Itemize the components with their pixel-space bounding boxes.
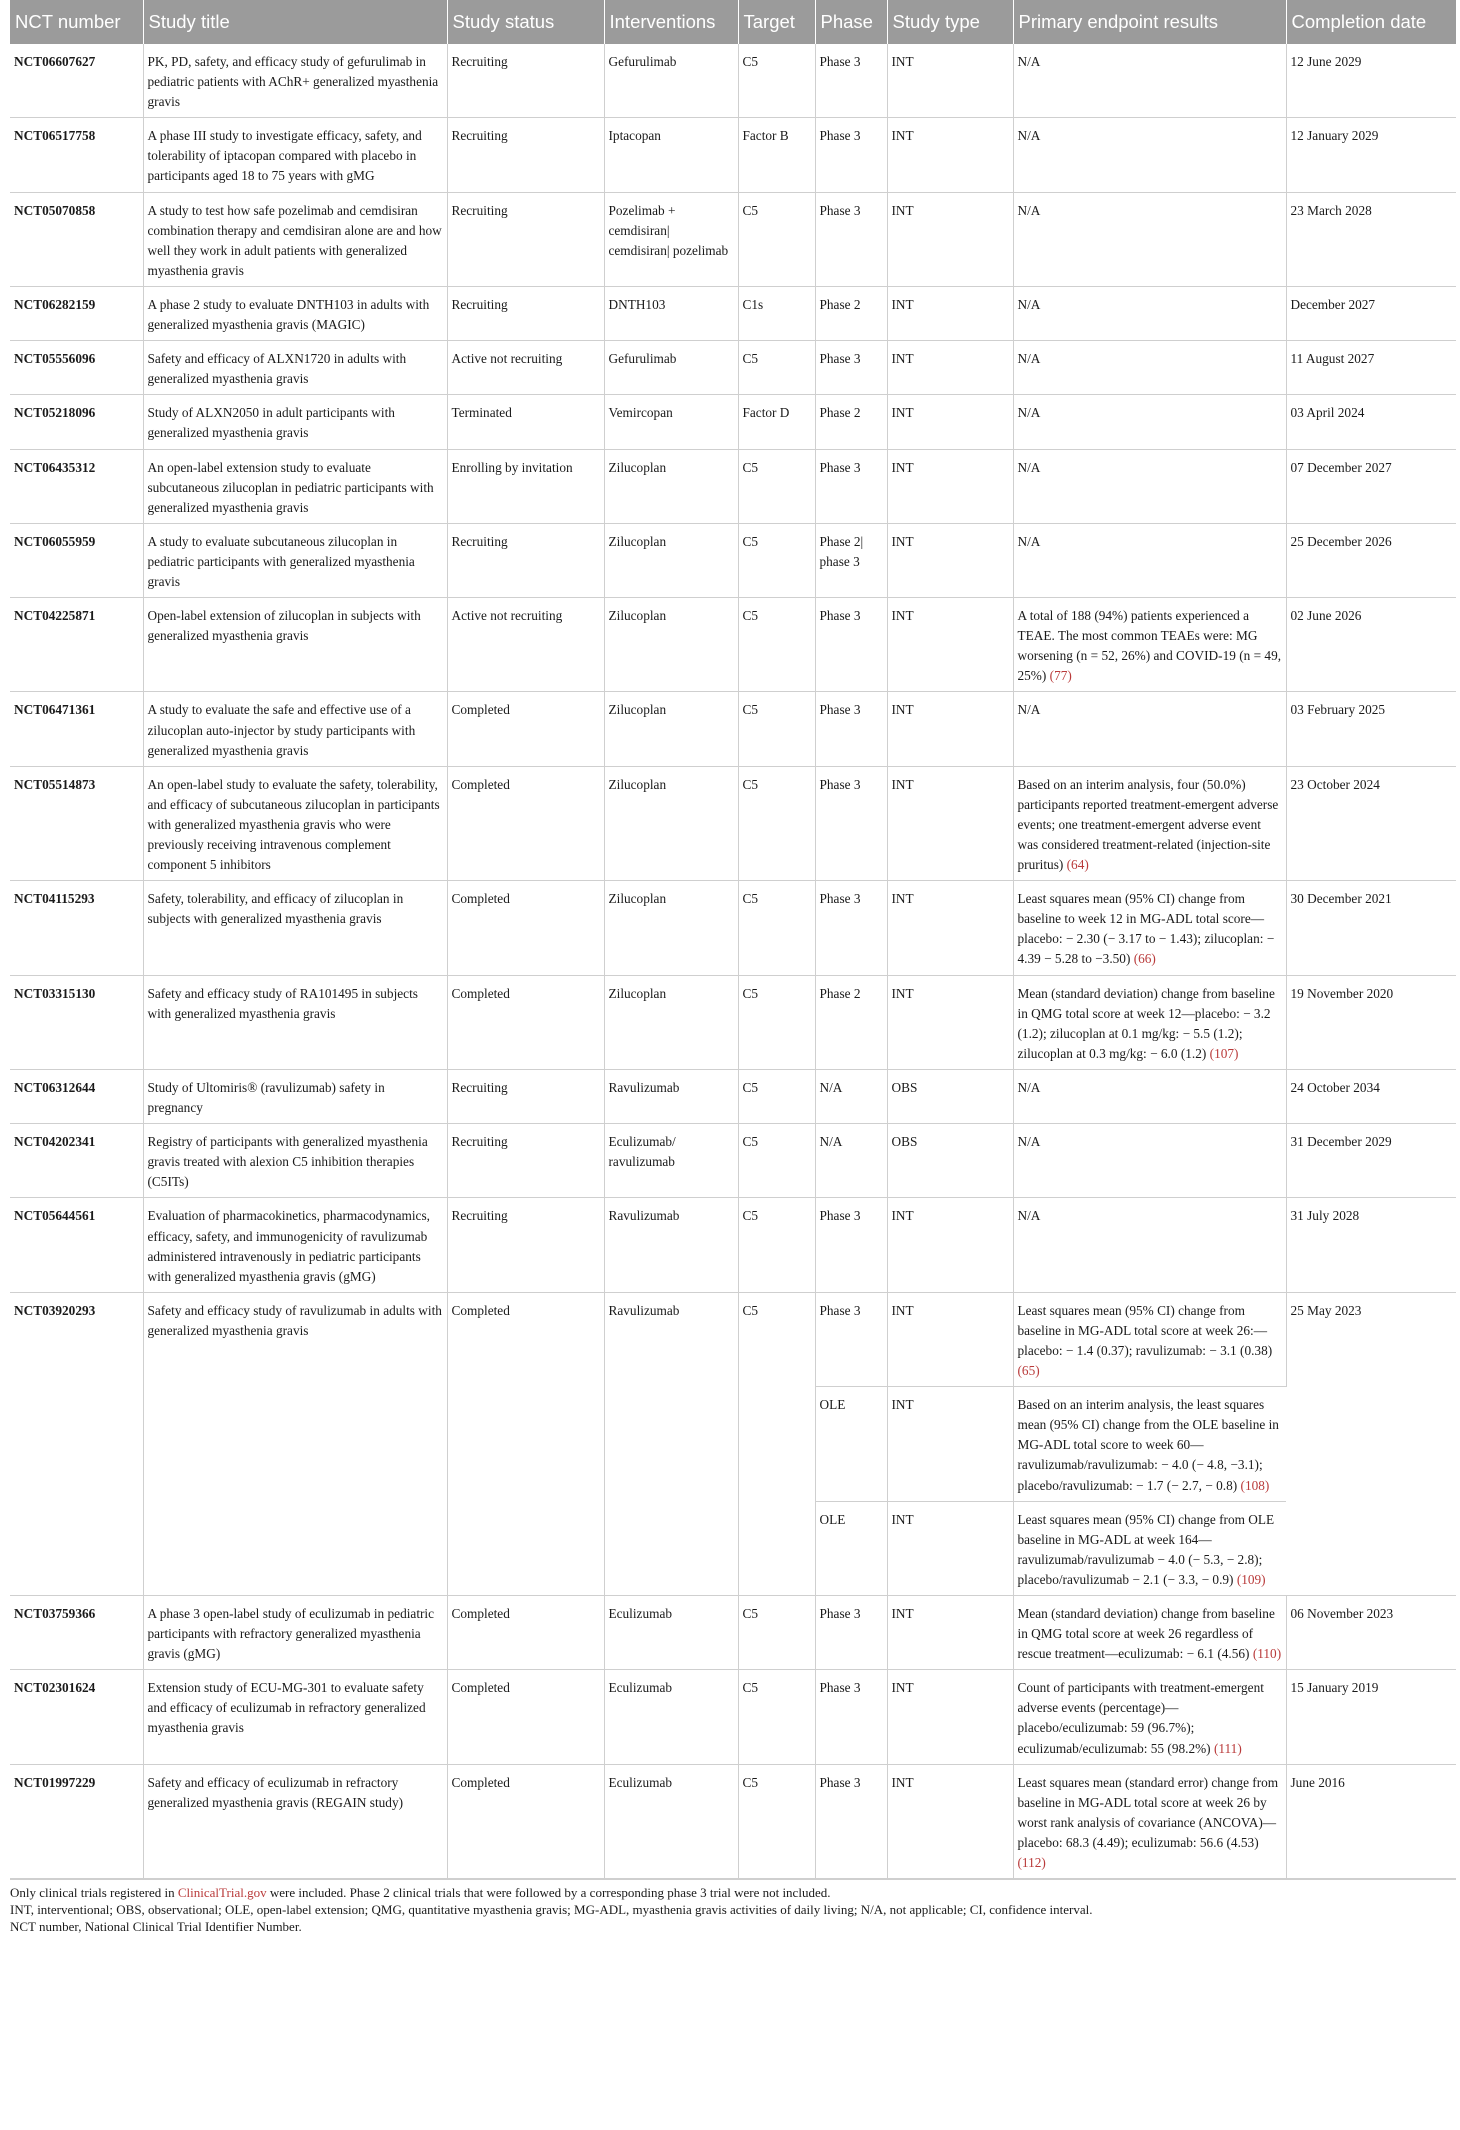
cell-phase: Phase 2 <box>815 975 887 1069</box>
table-row <box>10 395 1456 449</box>
table-row <box>10 881 1456 975</box>
endpoint-text: A total of 188 (94%) patients experienced a TEAE. The most common TEAEs were: MG worsening (n = 52, 26%) and COVID-19 (n = 49, 25%) <box>1017 608 1282 684</box>
cell-nct-number: NCT06282159 <box>10 286 143 340</box>
cell-study-status: Recruiting <box>447 523 604 597</box>
cell-target: C5 <box>738 692 815 766</box>
cell-study-title: Open-label extension of zilucoplan in subjects with generalized myasthenia gravis <box>143 598 447 692</box>
cell-primary-endpoint <box>1013 766 1286 880</box>
table-row <box>10 44 1456 118</box>
cell-interventions: Ravulizumab <box>604 1292 738 1595</box>
cell-primary-endpoint <box>1013 341 1286 395</box>
reference-link[interactable]: (66) <box>1133 951 1156 967</box>
cell-primary-endpoint <box>1013 118 1286 192</box>
reference-link[interactable]: (112) <box>1017 1855 1046 1871</box>
cell-phase: Phase 3 <box>815 1198 887 1292</box>
cell-study-status: Recruiting <box>447 1069 604 1123</box>
cell-study-title: A study to test how safe pozelimab and cemdisiran combination therapy and cemdisiran alone are and how well they work in adult patients with generalized myasthenia gravis <box>143 192 447 286</box>
cell-target: C5 <box>738 1764 815 1879</box>
footnote-nct: NCT number, National Clinical Trial Identifier Number. <box>10 1919 302 1935</box>
endpoint-text: N/A <box>1017 459 1041 475</box>
table-row <box>10 286 1456 340</box>
cell-nct-number: NCT05070858 <box>10 192 143 286</box>
endpoint-text: N/A <box>1017 296 1041 312</box>
table-row <box>10 341 1456 395</box>
cell-study-type: INT <box>887 1198 1013 1292</box>
table-row <box>10 449 1456 523</box>
cell-study-status: Completed <box>447 692 604 766</box>
table-row <box>10 1069 1456 1123</box>
cell-study-title: A study to evaluate the safe and effective use of a zilucoplan auto-injector by study participants with generalized myasthenia gravis <box>143 692 447 766</box>
cell-study-status: Active not recruiting <box>447 598 604 692</box>
cell-interventions: Gefurulimab <box>604 341 738 395</box>
cell-study-type: INT <box>887 692 1013 766</box>
cell-study-type: INT <box>887 44 1013 118</box>
cell-primary-endpoint <box>1013 1764 1286 1879</box>
cell-completion-date: 07 December 2027 <box>1286 449 1456 523</box>
header-completion-date: Completion date <box>1286 0 1456 44</box>
reference-link[interactable]: (108) <box>1240 1477 1270 1493</box>
cell-study-status: Completed <box>447 766 604 880</box>
cell-target: C5 <box>738 1596 815 1670</box>
header-target: Target <box>738 0 815 44</box>
table-row <box>10 1198 1456 1292</box>
cell-target: C5 <box>738 192 815 286</box>
table-row <box>10 1124 1456 1198</box>
cell-completion-date: 19 November 2020 <box>1286 975 1456 1069</box>
cell-nct-number: NCT06471361 <box>10 692 143 766</box>
cell-study-title: A phase 2 study to evaluate DNTH103 in adults with generalized myasthenia gravis (MAGIC) <box>143 286 447 340</box>
cell-target: C5 <box>738 1124 815 1198</box>
header-phase: Phase <box>815 0 887 44</box>
endpoint-text: N/A <box>1017 1208 1041 1224</box>
cell-study-type: OBS <box>887 1124 1013 1198</box>
cell-target: C5 <box>738 598 815 692</box>
cell-study-type: INT <box>887 118 1013 192</box>
cell-nct-number: NCT04115293 <box>10 881 143 975</box>
cell-study-status: Recruiting <box>447 192 604 286</box>
table-row <box>10 1596 1456 1670</box>
cell-nct-number: NCT05514873 <box>10 766 143 880</box>
clinical-trials-table <box>10 0 1456 1880</box>
cell-target: C5 <box>738 1670 815 1764</box>
cell-study-status: Recruiting <box>447 118 604 192</box>
cell-phase: N/A <box>815 1069 887 1123</box>
footnote-text: were included. Phase 2 clinical trials that were followed by a corresponding phase 3 trial were not included. <box>266 1885 831 1901</box>
cell-interventions: Gefurulimab <box>604 44 738 118</box>
reference-link[interactable]: (111) <box>1213 1740 1242 1756</box>
cell-interventions: Eculizumab <box>604 1596 738 1670</box>
cell-primary-endpoint <box>1013 1596 1286 1670</box>
endpoint-text: Least squares mean (95% CI) change from OLE baseline in MG-ADL at week 164—ravulizumab/ravulizumab − 4.0 (− 5.3, − 2.8); placebo/ravulizumab − 2.1 (− 3.3, − 0.9) <box>1017 1511 1275 1587</box>
cell-study-type: INT <box>887 1670 1013 1764</box>
cell-interventions: Zilucoplan <box>604 523 738 597</box>
cell-study-title: Safety and efficacy of eculizumab in refractory generalized myasthenia gravis (REGAIN study) <box>143 1764 447 1879</box>
cell-phase: Phase 3 <box>815 766 887 880</box>
cell-target: Factor D <box>738 395 815 449</box>
endpoint-text: N/A <box>1017 1079 1041 1095</box>
cell-target: C5 <box>738 44 815 118</box>
cell-primary-endpoint <box>1013 523 1286 597</box>
endpoint-text: N/A <box>1017 1134 1041 1150</box>
cell-study-title: Safety and efficacy of ALXN1720 in adults with generalized myasthenia gravis <box>143 341 447 395</box>
cell-study-title: An open-label extension study to evaluate subcutaneous zilucoplan in pediatric participants with generalized myasthenia gravis <box>143 449 447 523</box>
endpoint-text: Mean (standard deviation) change from baseline in QMG total score at week 26 regardless of rescue treatment—eculizumab: − 6.1 (4.56) <box>1017 1606 1275 1662</box>
endpoint-text: N/A <box>1017 351 1041 367</box>
cell-nct-number: NCT06055959 <box>10 523 143 597</box>
endpoint-text: N/A <box>1017 405 1041 421</box>
cell-study-title: Extension study of ECU-MG-301 to evaluate safety and efficacy of eculizumab in refractory generalized myasthenia gravis <box>143 1670 447 1764</box>
cell-phase: N/A <box>815 1124 887 1198</box>
cell-interventions: Zilucoplan <box>604 881 738 975</box>
table-header-row <box>10 0 1456 44</box>
cell-primary-endpoint <box>1013 1501 1286 1595</box>
cell-interventions: Eculizumab <box>604 1670 738 1764</box>
cell-primary-endpoint <box>1013 192 1286 286</box>
cell-target: C1s <box>738 286 815 340</box>
cell-nct-number: NCT03315130 <box>10 975 143 1069</box>
cell-nct-number: NCT06517758 <box>10 118 143 192</box>
footnote-registry <box>10 1884 1456 1901</box>
endpoint-text: Least squares mean (standard error) change from baseline in MG-ADL total score at week 26 by worst rank analysis of covariance (ANCOVA)—placebo: 68.3 (4.49); eculizumab: 56.6 (4.53) <box>1017 1774 1279 1850</box>
cell-nct-number: NCT04225871 <box>10 598 143 692</box>
cell-study-status: Recruiting <box>447 44 604 118</box>
cell-phase: Phase 2 <box>815 286 887 340</box>
cell-completion-date: 25 December 2026 <box>1286 523 1456 597</box>
cell-study-type: INT <box>887 598 1013 692</box>
cell-completion-date: 31 December 2029 <box>1286 1124 1456 1198</box>
cell-phase: Phase 3 <box>815 44 887 118</box>
cell-primary-endpoint <box>1013 1387 1286 1501</box>
cell-study-status: Completed <box>447 1764 604 1879</box>
table-row <box>10 1764 1456 1879</box>
footnote-abbreviations: INT, interventional; OBS, observational; OLE, open-label extension; QMG, quantitative myasthenia gravis; MG-ADL, myasthenia gravis activities of daily living; N/A, not applicable; CI, confidence interval. <box>10 1902 1093 1918</box>
cell-study-type: INT <box>887 341 1013 395</box>
header-nct-number: NCT number <box>10 0 143 44</box>
cell-phase: Phase 3 <box>815 1670 887 1764</box>
cell-study-title: Evaluation of pharmacokinetics, pharmacodynamics, efficacy, safety, and immunogenicity of ravulizumab administered intravenously in pediatric participants with generalized myasthenia gravis (gMG) <box>143 1198 447 1292</box>
cell-phase: Phase 3 <box>815 692 887 766</box>
cell-study-status: Recruiting <box>447 1198 604 1292</box>
endpoint-text: Least squares mean (95% CI) change from baseline to week 12 in MG-ADL total score—placebo: − 2.30 (− 3.17 to − 1.43); zilucoplan: − 4.39 − 5.28 to −3.50) <box>1017 891 1275 967</box>
endpoint-text: Least squares mean (95% CI) change from baseline in MG-ADL total score at week 26:—placebo: − 1.4 (0.37); ravulizumab: − 3.1 (0.38) <box>1017 1302 1273 1358</box>
endpoint-text: N/A <box>1017 202 1041 218</box>
cell-primary-endpoint <box>1013 1124 1286 1198</box>
cell-phase: Phase 3 <box>815 598 887 692</box>
cell-completion-date: 12 June 2029 <box>1286 44 1456 118</box>
endpoint-text: N/A <box>1017 533 1041 549</box>
cell-study-status: Completed <box>447 881 604 975</box>
cell-interventions: Iptacopan <box>604 118 738 192</box>
cell-primary-endpoint <box>1013 1292 1286 1386</box>
cell-study-status: Completed <box>447 1670 604 1764</box>
cell-completion-date: December 2027 <box>1286 286 1456 340</box>
cell-target: C5 <box>738 449 815 523</box>
cell-interventions: Zilucoplan <box>604 975 738 1069</box>
cell-study-title: A phase III study to investigate efficacy, safety, and tolerability of iptacopan compared with placebo in participants aged 18 to 75 years with gMG <box>143 118 447 192</box>
cell-interventions: DNTH103 <box>604 286 738 340</box>
table-row <box>10 192 1456 286</box>
cell-nct-number: NCT06435312 <box>10 449 143 523</box>
table-body <box>10 44 1456 1879</box>
cell-phase: Phase 3 <box>815 1764 887 1879</box>
cell-nct-number: NCT01997229 <box>10 1764 143 1879</box>
cell-completion-date: 06 November 2023 <box>1286 1596 1456 1670</box>
cell-phase: Phase 3 <box>815 192 887 286</box>
endpoint-text: Count of participants with treatment-emergent adverse events (percentage)—placebo/eculizumab: 59 (96.7%); eculizumab/eculizumab: 55 (98.2%) <box>1017 1680 1264 1756</box>
cell-primary-endpoint <box>1013 1670 1286 1764</box>
cell-nct-number: NCT05556096 <box>10 341 143 395</box>
cell-study-status: Terminated <box>447 395 604 449</box>
endpoint-text: N/A <box>1017 128 1041 144</box>
table-row <box>10 118 1456 192</box>
reference-link[interactable]: (77) <box>1049 668 1072 684</box>
cell-study-title: Registry of participants with generalized myasthenia gravis treated with alexion C5 inhibition therapies (C5ITs) <box>143 1124 447 1198</box>
cell-target: C5 <box>738 341 815 395</box>
cell-study-type: INT <box>887 881 1013 975</box>
cell-interventions: Ravulizumab <box>604 1069 738 1123</box>
cell-completion-date: 23 March 2028 <box>1286 192 1456 286</box>
cell-interventions: Vemircopan <box>604 395 738 449</box>
cell-interventions: Ravulizumab <box>604 1198 738 1292</box>
header-study-title: Study title <box>143 0 447 44</box>
cell-completion-date: 03 April 2024 <box>1286 395 1456 449</box>
cell-completion-date: 15 January 2019 <box>1286 1670 1456 1764</box>
cell-completion-date: 25 May 2023 <box>1286 1292 1456 1595</box>
cell-completion-date: 23 October 2024 <box>1286 766 1456 880</box>
cell-nct-number: NCT06607627 <box>10 44 143 118</box>
table-footnotes <box>10 1884 1456 1935</box>
cell-study-type: INT <box>887 975 1013 1069</box>
cell-study-status: Active not recruiting <box>447 341 604 395</box>
cell-phase: Phase 3 <box>815 118 887 192</box>
cell-completion-date: 24 October 2034 <box>1286 1069 1456 1123</box>
cell-nct-number: NCT03920293 <box>10 1292 143 1595</box>
cell-nct-number: NCT05644561 <box>10 1198 143 1292</box>
cell-completion-date: 12 January 2029 <box>1286 118 1456 192</box>
cell-nct-number: NCT04202341 <box>10 1124 143 1198</box>
endpoint-text: Based on an interim analysis, four (50.0%) participants reported treatment-emergent adverse events; one treatment-emergent adverse event was considered treatment-related (injection-site pruritus) <box>1017 776 1279 873</box>
clinicaltrials-link[interactable]: ClinicalTrial.gov <box>177 1885 267 1901</box>
cell-interventions: Pozelimab + cemdisiran| cemdisiran| pozelimab <box>604 192 738 286</box>
cell-nct-number: NCT03759366 <box>10 1596 143 1670</box>
cell-phase: OLE <box>815 1501 887 1595</box>
table-row <box>10 598 1456 692</box>
cell-completion-date: 11 August 2027 <box>1286 341 1456 395</box>
trials-table-container <box>10 0 1456 1935</box>
cell-study-type: INT <box>887 1292 1013 1386</box>
cell-interventions: Zilucoplan <box>604 766 738 880</box>
reference-link[interactable]: (107) <box>1209 1045 1239 1061</box>
reference-link[interactable]: (110) <box>1252 1646 1282 1662</box>
cell-phase: Phase 3 <box>815 881 887 975</box>
cell-study-type: INT <box>887 449 1013 523</box>
cell-primary-endpoint <box>1013 395 1286 449</box>
cell-study-status: Recruiting <box>447 1124 604 1198</box>
table-row <box>10 692 1456 766</box>
endpoint-text: N/A <box>1017 702 1041 718</box>
cell-primary-endpoint <box>1013 449 1286 523</box>
cell-study-title: PK, PD, safety, and efficacy study of gefurulimab in pediatric patients with AChR+ generalized myasthenia gravis <box>143 44 447 118</box>
cell-phase: Phase 3 <box>815 341 887 395</box>
cell-study-status: Completed <box>447 1596 604 1670</box>
cell-study-status: Completed <box>447 1292 604 1595</box>
cell-phase: Phase 2| phase 3 <box>815 523 887 597</box>
cell-nct-number: NCT05218096 <box>10 395 143 449</box>
cell-study-title: A phase 3 open-label study of eculizumab in pediatric participants with refractory generalized myasthenia gravis (gMG) <box>143 1596 447 1670</box>
cell-completion-date: June 2016 <box>1286 1764 1456 1879</box>
endpoint-text: Based on an interim analysis, the least squares mean (95% CI) change from the OLE baseline in MG-ADL total score to week 60—ravulizumab/ravulizumab: − 4.0 (− 4.8, −3.1); placebo/ravulizumab: − 1.7 (− 2.7, − 0.8) <box>1017 1397 1279 1493</box>
cell-study-title: A study to evaluate subcutaneous zilucoplan in pediatric participants with generalized myasthenia gravis <box>143 523 447 597</box>
cell-phase: OLE <box>815 1387 887 1501</box>
endpoint-text: Mean (standard deviation) change from baseline in QMG total score at week 12—placebo: − 3.2 (1.2); zilucoplan at 0.1 mg/kg: − 5.5 (1.2); zilucoplan at 0.3 mg/kg: − 6.0 (1.2) <box>1017 985 1275 1061</box>
table-row <box>10 1292 1456 1386</box>
header-interventions: Interventions <box>604 0 738 44</box>
cell-study-type: INT <box>887 1596 1013 1670</box>
cell-primary-endpoint <box>1013 692 1286 766</box>
cell-study-status: Recruiting <box>447 286 604 340</box>
cell-interventions: Zilucoplan <box>604 692 738 766</box>
footnote-text: Only clinical trials registered in <box>10 1885 178 1901</box>
cell-primary-endpoint <box>1013 286 1286 340</box>
cell-nct-number: NCT06312644 <box>10 1069 143 1123</box>
table-row <box>10 975 1456 1069</box>
cell-interventions: Eculizumab/ ravulizumab <box>604 1124 738 1198</box>
cell-phase: Phase 2 <box>815 395 887 449</box>
cell-study-type: INT <box>887 1387 1013 1501</box>
cell-target: C5 <box>738 766 815 880</box>
cell-completion-date: 31 July 2028 <box>1286 1198 1456 1292</box>
cell-completion-date: 03 February 2025 <box>1286 692 1456 766</box>
cell-target: C5 <box>738 1292 815 1595</box>
cell-study-type: INT <box>887 395 1013 449</box>
cell-study-title: Safety and efficacy study of RA101495 in subjects with generalized myasthenia gravis <box>143 975 447 1069</box>
cell-primary-endpoint <box>1013 975 1286 1069</box>
cell-nct-number: NCT02301624 <box>10 1670 143 1764</box>
cell-target: C5 <box>738 1198 815 1292</box>
cell-target: C5 <box>738 523 815 597</box>
cell-study-type: INT <box>887 1501 1013 1595</box>
cell-study-type: OBS <box>887 1069 1013 1123</box>
reference-link[interactable]: (65) <box>1017 1363 1040 1379</box>
cell-study-title: An open-label study to evaluate the safety, tolerability, and efficacy of subcutaneous zilucoplan in participants with generalized myasthenia gravis who were previously receiving intravenous complement component 5 inhibitors <box>143 766 447 880</box>
cell-primary-endpoint <box>1013 1069 1286 1123</box>
cell-completion-date: 30 December 2021 <box>1286 881 1456 975</box>
cell-completion-date: 02 June 2026 <box>1286 598 1456 692</box>
cell-study-type: INT <box>887 766 1013 880</box>
cell-interventions: Zilucoplan <box>604 598 738 692</box>
cell-study-status: Enrolling by invitation <box>447 449 604 523</box>
cell-phase: Phase 3 <box>815 449 887 523</box>
cell-study-type: INT <box>887 286 1013 340</box>
cell-target: Factor B <box>738 118 815 192</box>
cell-interventions: Zilucoplan <box>604 449 738 523</box>
endpoint-text: N/A <box>1017 54 1041 69</box>
cell-target: C5 <box>738 1069 815 1123</box>
cell-phase: Phase 3 <box>815 1292 887 1386</box>
cell-study-title: Study of ALXN2050 in adult participants with generalized myasthenia gravis <box>143 395 447 449</box>
reference-link[interactable]: (64) <box>1066 857 1089 873</box>
cell-target: C5 <box>738 881 815 975</box>
cell-primary-endpoint <box>1013 1198 1286 1292</box>
cell-study-type: INT <box>887 192 1013 286</box>
table-row <box>10 766 1456 880</box>
header-study-status: Study status <box>447 0 604 44</box>
header-primary-endpoint: Primary endpoint results <box>1013 0 1286 44</box>
cell-primary-endpoint <box>1013 598 1286 692</box>
header-study-type: Study type <box>887 0 1013 44</box>
cell-interventions: Eculizumab <box>604 1764 738 1879</box>
cell-primary-endpoint <box>1013 881 1286 975</box>
reference-link[interactable]: (109) <box>1236 1571 1266 1587</box>
cell-study-title: Study of Ultomiris® (ravulizumab) safety in pregnancy <box>143 1069 447 1123</box>
cell-study-title: Safety, tolerability, and efficacy of zilucoplan in subjects with generalized myasthenia gravis <box>143 881 447 975</box>
cell-target: C5 <box>738 975 815 1069</box>
table-row <box>10 1670 1456 1764</box>
table-row <box>10 523 1456 597</box>
cell-study-title: Safety and efficacy study of ravulizumab in adults with generalized myasthenia gravis <box>143 1292 447 1595</box>
cell-study-type: INT <box>887 523 1013 597</box>
cell-study-type: INT <box>887 1764 1013 1879</box>
cell-study-status: Completed <box>447 975 604 1069</box>
cell-phase: Phase 3 <box>815 1596 887 1670</box>
cell-primary-endpoint <box>1013 44 1286 118</box>
